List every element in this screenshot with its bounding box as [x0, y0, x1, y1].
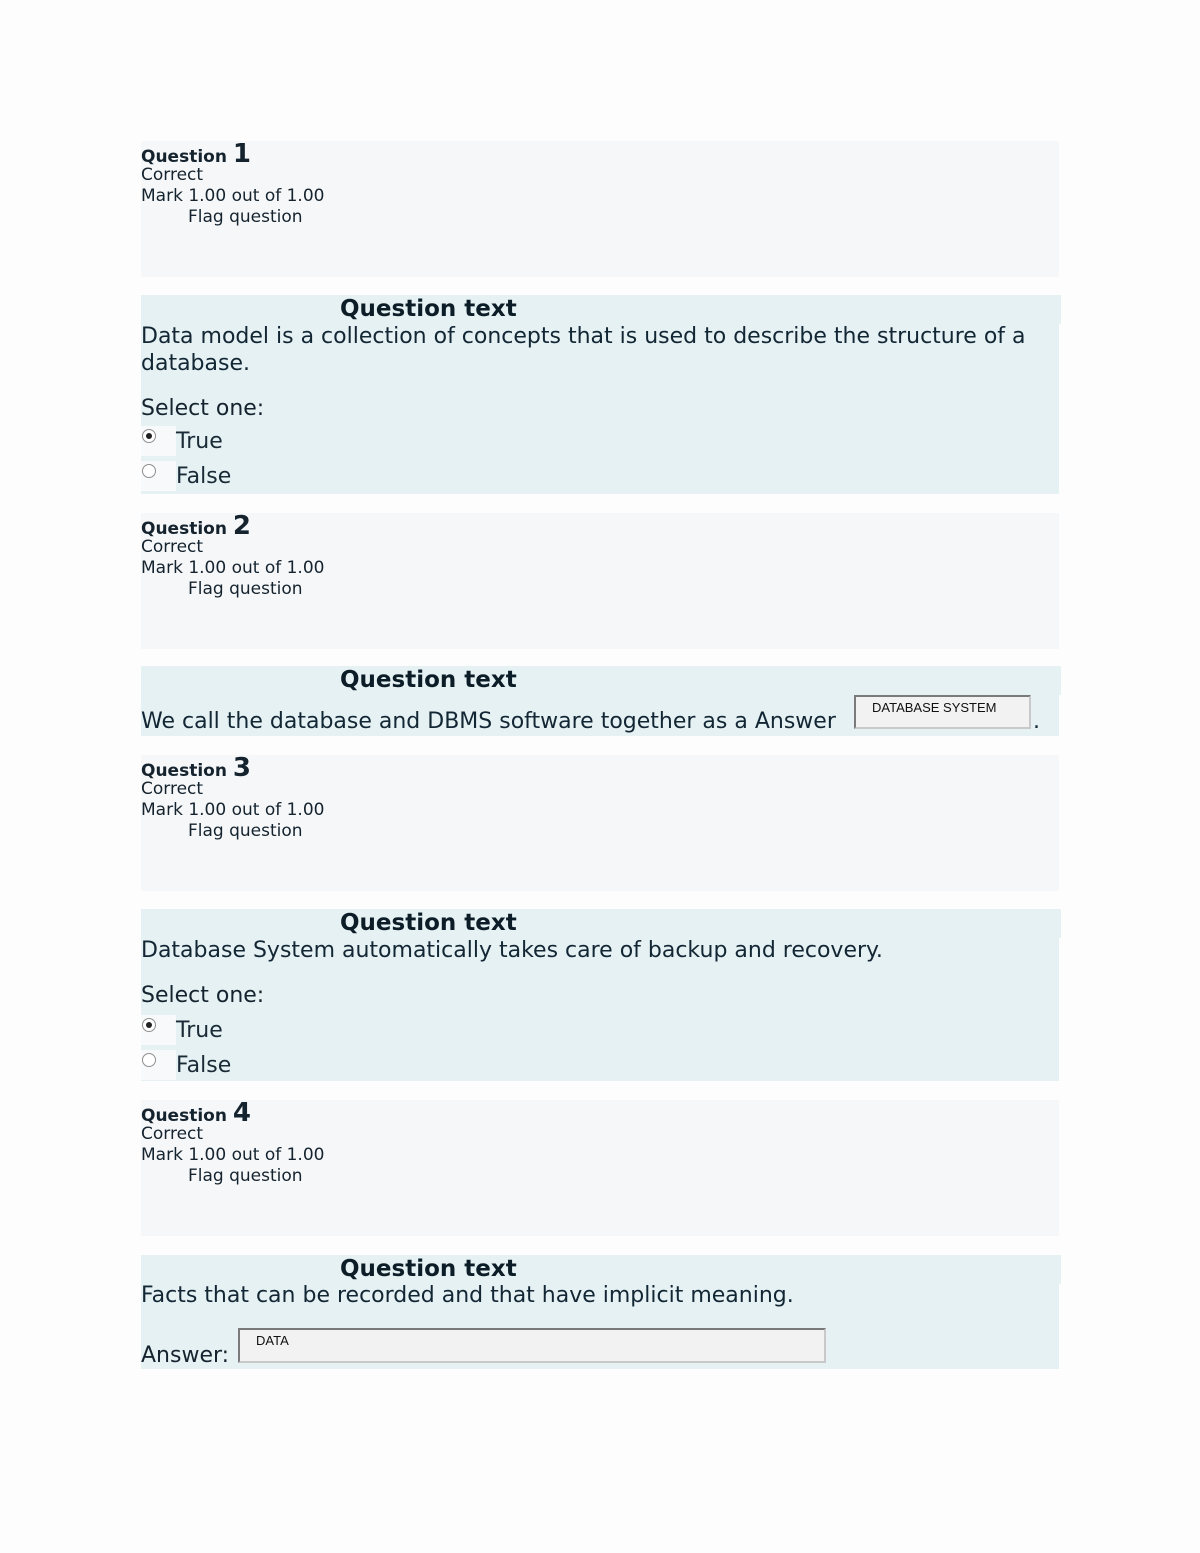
question-content-3: [141, 909, 1059, 1081]
question-text: Database System automatically takes care of backup and recovery.: [141, 938, 883, 963]
question-number: 4: [232, 1098, 251, 1128]
question-label: Question: [141, 519, 227, 539]
radio-button[interactable]: [142, 1018, 156, 1032]
trailing-period: .: [1033, 709, 1040, 734]
question-mark: Mark 1.00 out of 1.00: [141, 558, 325, 578]
question-text: We call the database and DBMS software together as a Answer: [141, 709, 836, 734]
answer-input[interactable]: DATA: [238, 1328, 826, 1363]
question-content-2: [141, 666, 1059, 736]
question-text-heading: Question text: [141, 295, 1061, 324]
option-true[interactable]: [141, 426, 341, 460]
select-one-label: Select one:: [141, 983, 265, 1008]
flag-question-link[interactable]: Flag question: [188, 207, 303, 227]
option-label: False: [176, 464, 232, 489]
option-false[interactable]: [141, 1050, 341, 1084]
radio-button[interactable]: [142, 429, 156, 443]
question-info-4: [141, 1100, 1059, 1236]
question-content-1: [141, 295, 1059, 494]
question-content-4: [141, 1255, 1059, 1369]
question-label: Question: [141, 147, 227, 167]
option-label: True: [176, 429, 223, 454]
question-label: Question: [141, 1106, 227, 1126]
flag-question-link[interactable]: Flag question: [188, 1166, 303, 1186]
question-number: 2: [232, 511, 251, 541]
select-one-label: Select one:: [141, 396, 265, 421]
radio-button[interactable]: [142, 464, 156, 478]
option-label: True: [176, 1018, 223, 1043]
option-true[interactable]: [141, 1015, 341, 1049]
option-label: False: [176, 1053, 232, 1078]
question-heading: [141, 139, 1059, 169]
question-status: Correct: [141, 779, 204, 799]
question-text: Data model is a collection of concepts that is used to describe the structure of a database.: [141, 324, 1026, 376]
question-heading: [141, 1098, 1059, 1128]
question-status: Correct: [141, 1124, 204, 1144]
flag-question-link[interactable]: Flag question: [188, 821, 303, 841]
question-heading: [141, 753, 1059, 783]
question-label: Question: [141, 761, 227, 781]
answer-label: Answer:: [141, 1343, 230, 1368]
flag-question-link[interactable]: Flag question: [188, 579, 303, 599]
question-number: 1: [232, 139, 251, 169]
question-text-heading: Question text: [141, 909, 1061, 938]
question-info-2: [141, 513, 1059, 649]
question-text-heading: Question text: [141, 666, 1061, 695]
question-status: Correct: [141, 165, 204, 185]
question-number: 3: [232, 753, 251, 783]
question-heading: [141, 511, 1059, 541]
question-mark: Mark 1.00 out of 1.00: [141, 186, 325, 206]
question-info-3: [141, 755, 1059, 891]
question-status: Correct: [141, 537, 204, 557]
question-text: Facts that can be recorded and that have implicit meaning.: [141, 1283, 794, 1308]
question-text-heading: Question text: [141, 1255, 1061, 1284]
question-mark: Mark 1.00 out of 1.00: [141, 800, 325, 820]
question-mark: Mark 1.00 out of 1.00: [141, 1145, 325, 1165]
radio-button[interactable]: [142, 1053, 156, 1067]
option-false[interactable]: [141, 461, 341, 495]
question-info-1: [141, 141, 1059, 277]
answer-input[interactable]: DATABASE SYSTEM: [854, 695, 1031, 729]
